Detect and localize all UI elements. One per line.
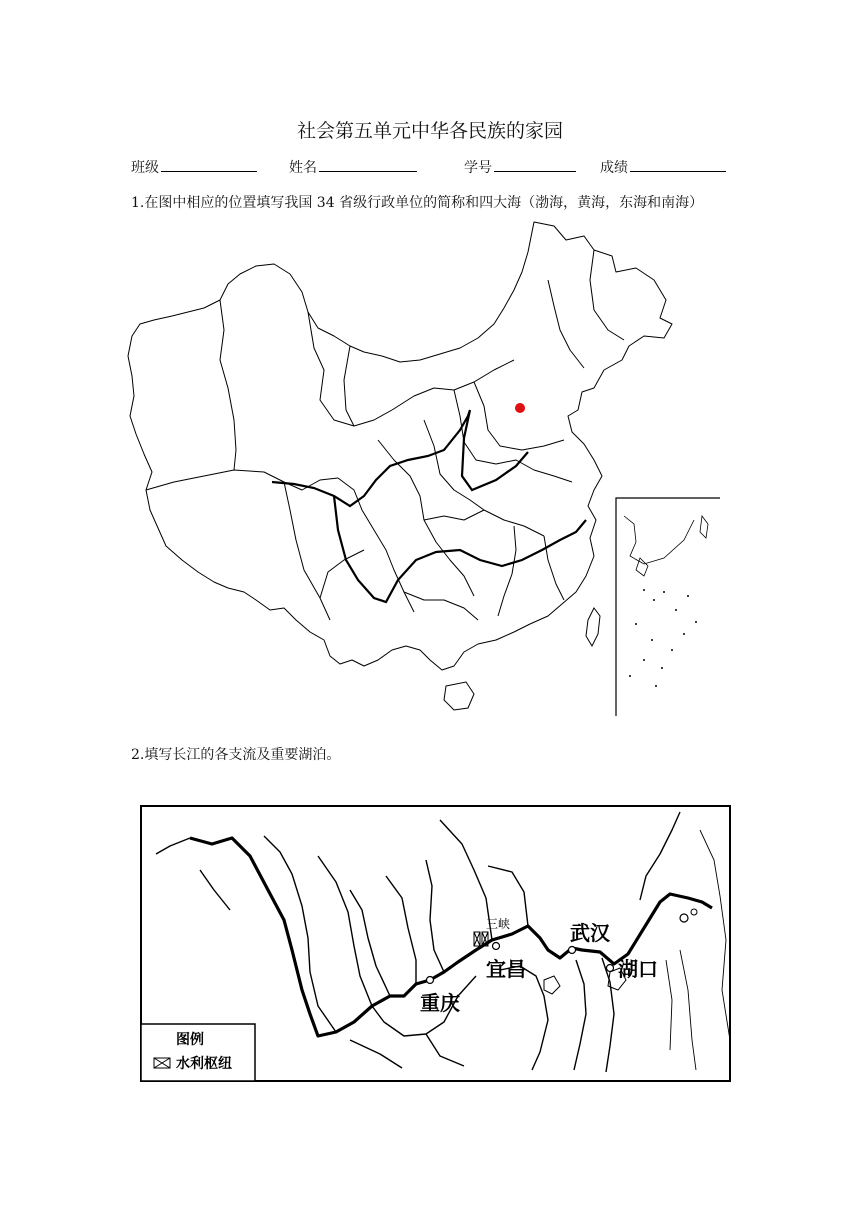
hainan-outline: [444, 682, 474, 710]
yangtze-river-map: [140, 800, 740, 1090]
lake-shape-1: [544, 976, 560, 994]
id-label: 学号: [464, 160, 492, 176]
label-chongqing: 重庆: [420, 991, 460, 1015]
name-label: 姓名: [289, 160, 317, 176]
score-label: 成绩: [600, 160, 628, 176]
yellow-river: [272, 410, 528, 506]
label-sanxia: 三峡: [486, 917, 511, 931]
legend-item-dam: 水利枢纽: [176, 1056, 232, 1072]
label-hukou: 湖口: [618, 957, 658, 981]
page-title: 社会第五单元中华各民族的家园: [296, 120, 563, 142]
south-sea-inset-frame: [616, 498, 720, 716]
yichang-marker: [493, 943, 500, 950]
question-1: 1.在图中相应的位置填写我国 34 省级行政单位的简称和四大海（渤海，黄海，东海和南海）: [131, 195, 704, 211]
name-field: [289, 156, 417, 177]
label-yichang: 宜昌: [486, 957, 526, 981]
map-legend: [141, 1024, 255, 1081]
class-label: 班级: [131, 160, 159, 176]
chongqing-marker: [427, 977, 434, 984]
class-blank[interactable]: [161, 156, 257, 172]
hukou-marker: [607, 965, 614, 972]
class-field: [131, 156, 257, 177]
china-border: [128, 222, 672, 670]
id-field: [464, 156, 576, 177]
label-wuhan: 武汉: [570, 921, 610, 945]
legend-title: 图例: [176, 1032, 204, 1048]
taihu-lake: [680, 914, 688, 922]
name-blank[interactable]: [319, 156, 417, 172]
wuhan-marker: [569, 947, 576, 954]
taiwan-outline: [586, 608, 600, 646]
china-outline-map: [124, 220, 724, 720]
score-blank[interactable]: [630, 156, 726, 172]
student-info-row: [131, 156, 731, 180]
score-field: [600, 156, 726, 177]
question-2: 2.填写长江的各支流及重要湖泊。: [131, 747, 341, 763]
beijing-marker: [515, 403, 525, 413]
yangtze-river-on-china-map: [334, 496, 586, 602]
id-blank[interactable]: [494, 156, 576, 172]
